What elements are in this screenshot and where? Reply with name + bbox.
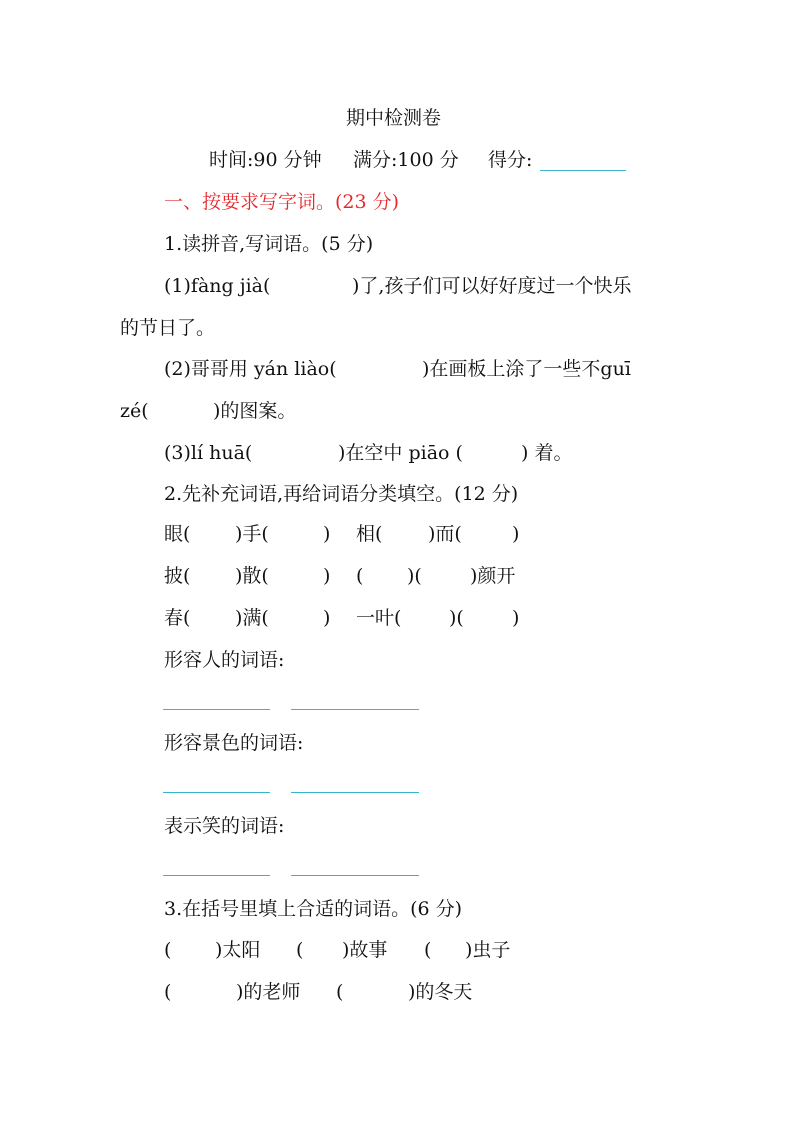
idiom-cell: 披( xyxy=(164,565,191,587)
idiom-cell: )颜开 xyxy=(470,565,516,587)
question-1-title: 1.读拼音,写词语。(5 分) xyxy=(164,233,374,255)
fill-cell: )故事 xyxy=(342,939,388,961)
q1-item3-part-a: (3)lí huā( xyxy=(164,442,253,464)
q1-item2-part-d: )的图案。 xyxy=(213,400,297,422)
category-laugh-label: 表示笑的词语: xyxy=(164,815,285,837)
idiom-cell: 相( xyxy=(356,523,383,545)
question-3-title: 3.在括号里填上合适的词语。(6 分) xyxy=(164,898,463,920)
idiom-cell: )( xyxy=(449,607,464,629)
idiom-cell: )( xyxy=(407,565,422,587)
q1-item2-part-c: zé( xyxy=(120,400,149,422)
fill-cell: ( xyxy=(164,981,172,1003)
idiom-cell: )散( xyxy=(235,565,269,587)
answer-line[interactable] xyxy=(163,875,270,876)
fill-cell: ( xyxy=(336,981,344,1003)
q1-item1-part-b: )了,孩子们可以好好度过一个快乐 xyxy=(352,275,632,297)
exam-time: 时间:90 分钟 xyxy=(209,149,322,171)
exam-score-label: 得分: xyxy=(488,149,533,171)
idiom-cell: ) xyxy=(323,523,331,545)
exam-full-score: 满分:100 分 xyxy=(353,149,459,171)
score-blank[interactable] xyxy=(540,170,626,171)
idiom-cell: ) xyxy=(512,523,520,545)
q1-item2-part-a: (2)哥哥用 yán liào( xyxy=(164,358,337,380)
q1-item1-part-c: 的节日了。 xyxy=(120,317,216,339)
idiom-cell: ) xyxy=(323,565,331,587)
answer-line[interactable] xyxy=(291,709,419,710)
fill-cell: ( xyxy=(424,939,432,961)
question-2-title: 2.先补充词语,再给词语分类填空。(12 分) xyxy=(164,483,519,505)
q1-item3-part-c: ) 着。 xyxy=(521,442,573,464)
idiom-cell: )而( xyxy=(428,523,462,545)
answer-line[interactable] xyxy=(163,709,270,710)
idiom-cell: ) xyxy=(323,607,331,629)
fill-cell: )的老师 xyxy=(236,981,301,1003)
fill-cell: )太阳 xyxy=(215,939,261,961)
answer-line[interactable] xyxy=(291,792,419,793)
answer-line[interactable] xyxy=(291,875,419,876)
idiom-cell: )手( xyxy=(235,523,269,545)
q1-item2-part-b: )在画板上涂了一些不guī xyxy=(422,358,631,380)
idiom-cell: 春( xyxy=(164,607,191,629)
idiom-cell: ) xyxy=(512,607,520,629)
fill-cell: )的冬天 xyxy=(408,981,473,1003)
idiom-cell: )满( xyxy=(235,607,269,629)
fill-cell: ( xyxy=(164,939,172,961)
idiom-cell: 一叶( xyxy=(356,607,402,629)
idiom-cell: 眼( xyxy=(164,523,191,545)
category-people-label: 形容人的词语: xyxy=(164,649,285,671)
answer-line[interactable] xyxy=(163,792,270,793)
q1-item1-part-a: (1)fàng jià( xyxy=(164,275,271,297)
q1-item3-part-b: )在空中 piāo ( xyxy=(338,442,463,464)
idiom-cell: ( xyxy=(356,565,364,587)
section-heading: 一、按要求写字词。(23 分) xyxy=(164,191,400,213)
page-title: 期中检测卷 xyxy=(346,107,442,129)
category-scenery-label: 形容景色的词语: xyxy=(164,732,304,754)
fill-cell: ( xyxy=(296,939,304,961)
fill-cell: )虫子 xyxy=(465,939,511,961)
